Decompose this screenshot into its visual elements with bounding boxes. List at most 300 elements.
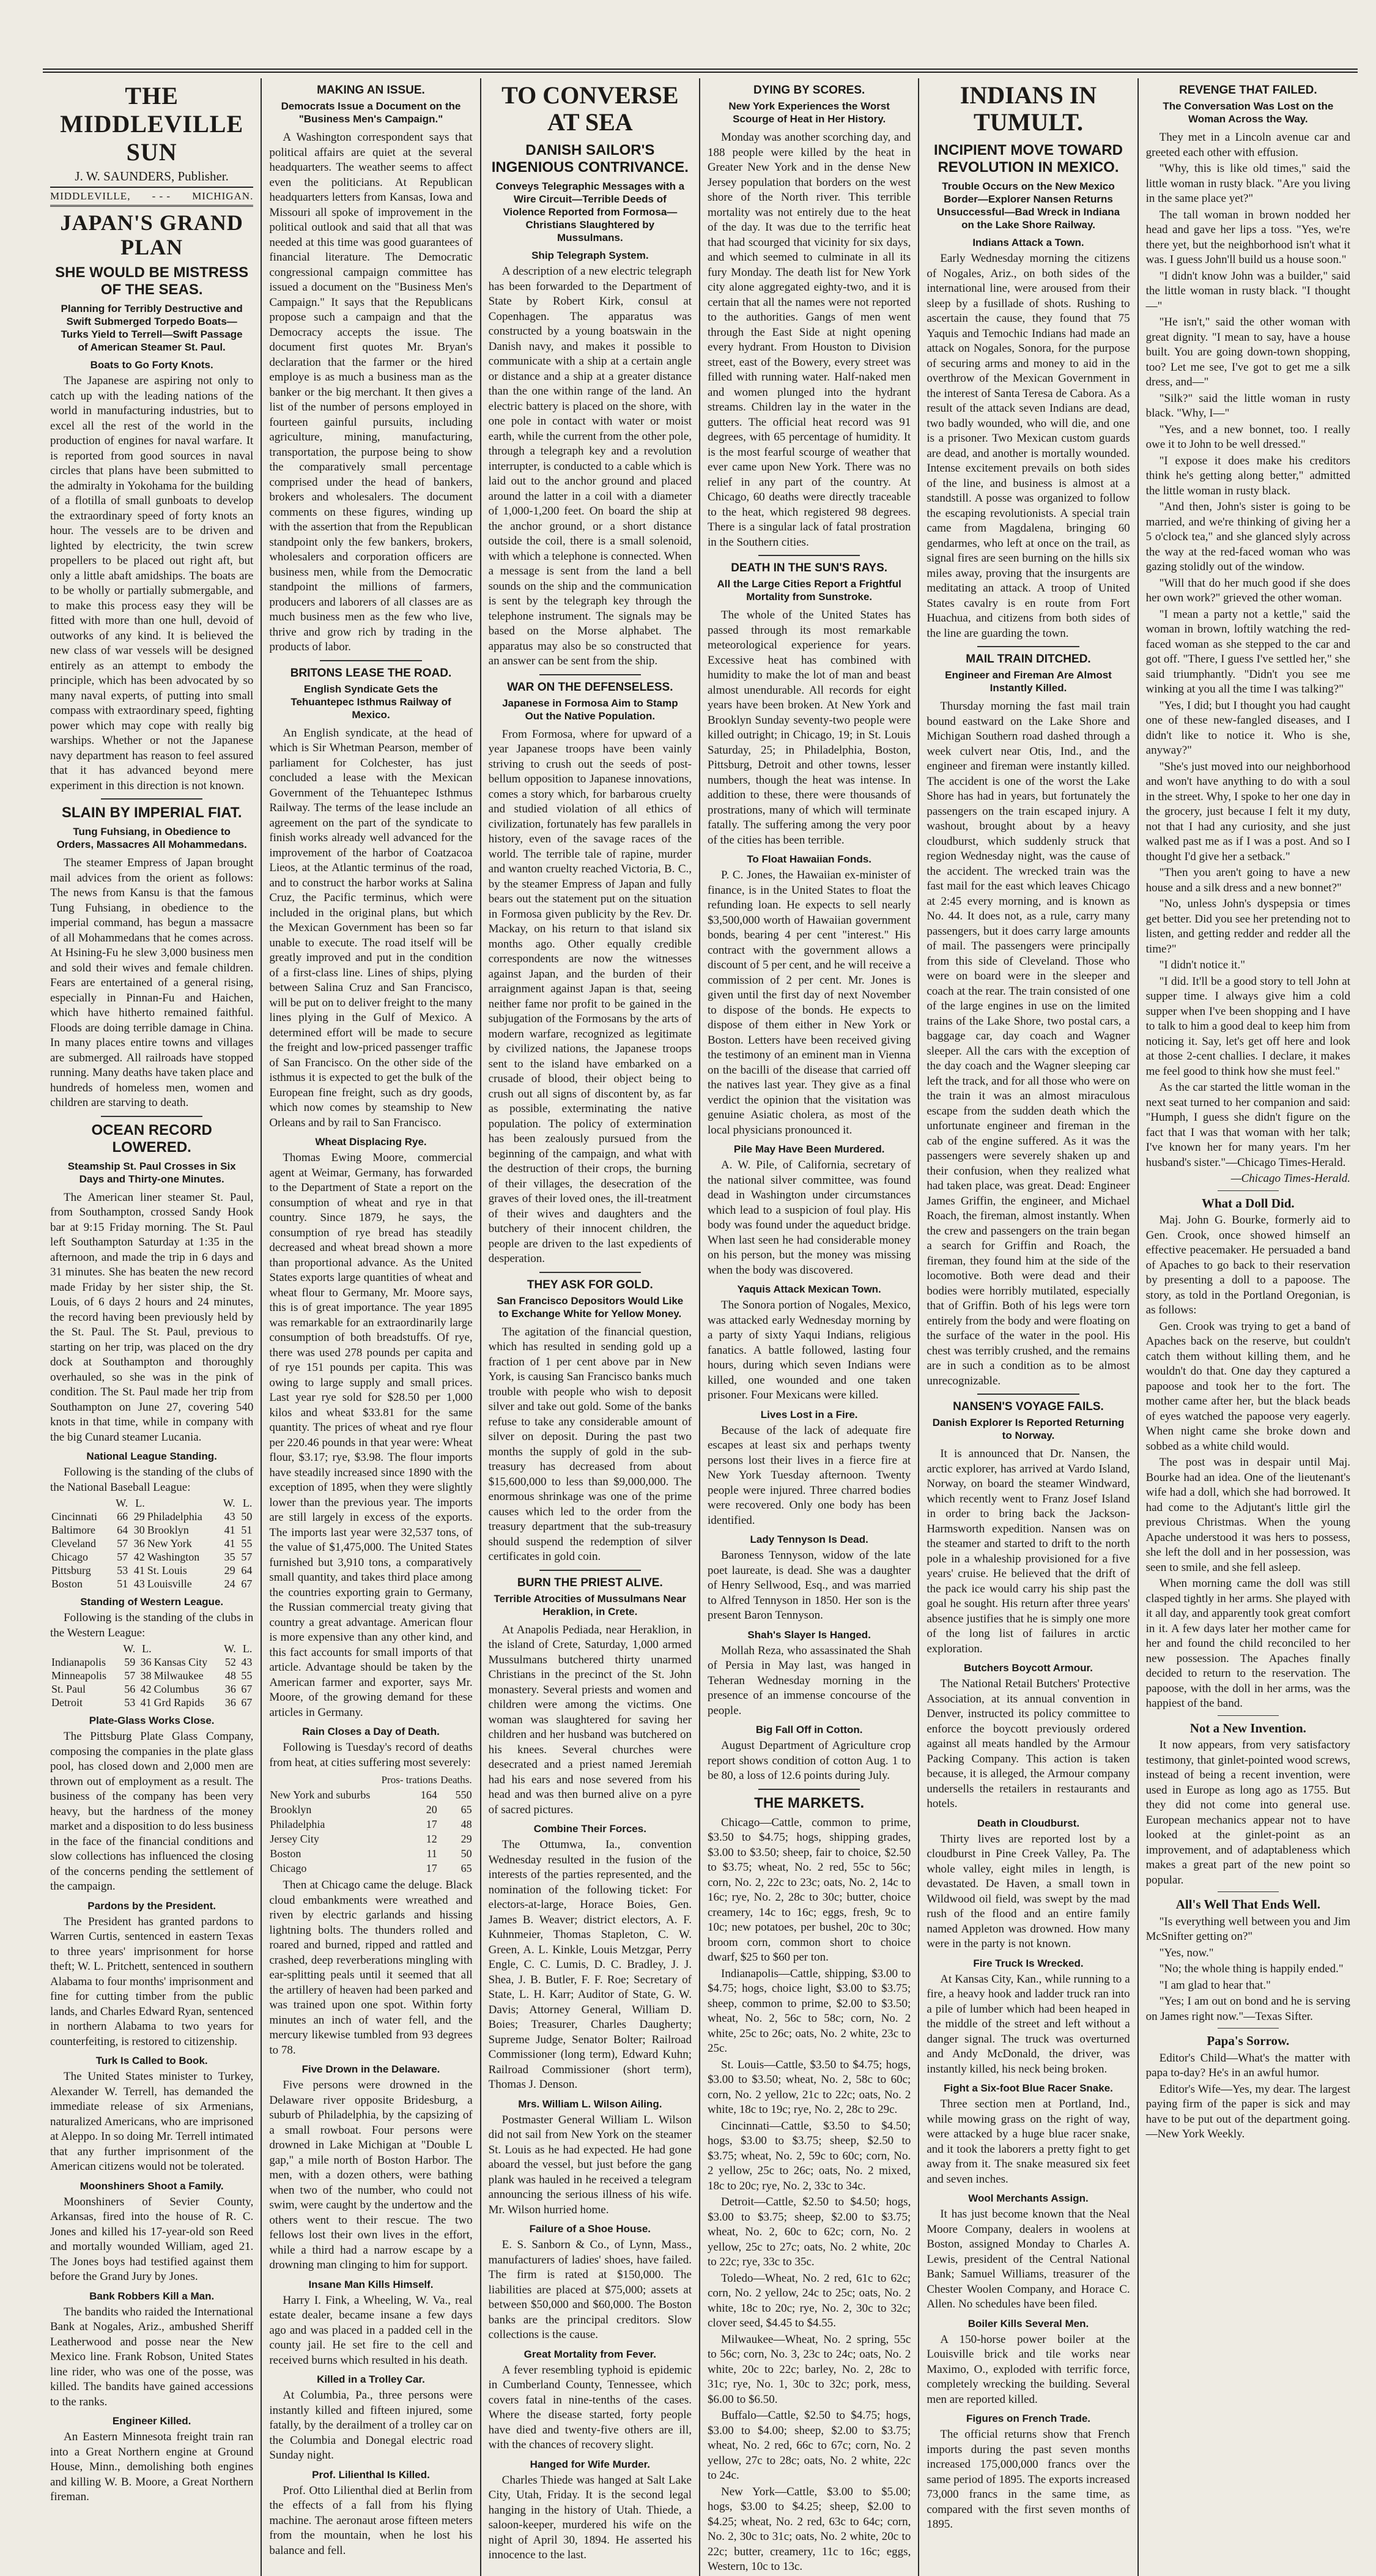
article-headline: MAIL TRAIN DITCHED.	[966, 653, 1091, 666]
table-cell: Cleveland	[51, 1537, 96, 1550]
table-cell: 59	[124, 1656, 136, 1668]
table-cell: 43	[133, 1578, 145, 1590]
table-cell: 67	[241, 1683, 253, 1695]
section-subhead: Prof. Lilienthal Is Killed.	[312, 2468, 430, 2481]
article-body: A fever resembling typhoid is epidemic in Cumberland County, Tennessee, which covers fatal in nine-tenths of the cases. Where the disease started, forty people have died and twenty-five others are ill, with the chances of recovery slight.	[488, 2363, 692, 2451]
article-body: Editor's Child—What's the matter with papa to-day? He's in an awful humor.	[1145, 2051, 1350, 2079]
table-cell	[50, 1496, 111, 1510]
table-cell	[146, 1496, 218, 1510]
section-subhead: Plate-Glass Works Close.	[89, 1715, 215, 1726]
top-rule	[43, 69, 1358, 73]
divider	[1218, 1190, 1279, 1191]
article-body: The agitation of the financial question, which has resulted in sending gold up a fraction of 1 per cent above par in New York, is causing San Francisco banks much trouble with people who wish to deposit silver and take out gold. Some of the banks refuse to take any considerable amount of silver on deposit. During the past two months the supply of gold in the sub-treasury has decreased from about $15,600,000 to less than $9,000,000. The enormous shrinkage was one of the prime causes which led to the order from the treasury department that the sub-treasury should suspend the redemption of silver certificates in gold coin.	[488, 1325, 692, 1563]
table-row	[50, 1537, 253, 1550]
section-subhead: Engineer Killed.	[112, 2415, 191, 2427]
article-headline: THE MARKETS.	[754, 1794, 865, 1811]
table-cell: Minneapolis	[51, 1669, 106, 1682]
article-body: It now appears, from very satisfactory testimony, that ginlet-pointed wood screws, instead of being a recent invention, were used in Europe as long ago as 1755. But they did not come into general use. European mechanics appear not to have looked at the ginlet-point as an improvement, and of adaptableness which makes a great part of the new point so popular.	[1145, 1739, 1350, 1887]
market-report: Cincinnati—Cattle, $3.50 to $4.50; hogs, $3.00 to $3.75; sheep, $2.50 to $3.75; wheat, No. 2, 59c to 60c; corn, No. 2 yellow, 25c to 26c; oats, No. 2 mixed, 18c to 20c; rye, No. 2, 33c to 34c.	[708, 2119, 911, 2192]
table-row	[50, 1669, 253, 1682]
table-cell: Brooklyn	[147, 1524, 189, 1536]
table-cell: 11	[426, 1847, 437, 1860]
article-body: An Eastern Minnesota freight train ran into a Great Northern engine at Ground House, Minn., demolishing both engines and killing W. B. Moore, a Great Northern fireman.	[50, 2430, 254, 2503]
article-deck: Conveys Telegraphic Messages with a Wire Circuit—Terrible Deeds of Violence Reported from Formosa—Christians Slaughtered by Mussulmans.	[495, 180, 685, 243]
divider	[1218, 1891, 1279, 1892]
table-cell: 55	[241, 1669, 253, 1682]
article-body: Thursday morning the fast mail train bound eastward on the Lake Shore and Michigan Southern road dashed through a week culvert near Otis, Ind., and the engineer and fireman were instantly killed. The accident is one of the worst the Lake Shore has had in years, but fortunately the passengers on the train escaped injury. A washout, brought about by a heavy cloudburst, which suddenly struck that region Wednesday night, was the cause of the accident. The wrecked train was the fast mail for the east which leaves Chicago at 2:45 every morning, and is known as No. 44. It does not, as a rule, carry many passengers, but it does carry large amounts of mail. The passengers were principally from this side of Cleveland. Those who were on board were in the sleeper and coach at the rear. The train consisted of one of the large engines in use on the limited trains of the Lake Shore, two postal cars, a baggage car, day coach and Wagner sleeper. All the cars with the exception of the day coach and the Wagner sleeping car left the track, and for all those who were on the train it was an almost miraculous escape from the sudden death which the unfortunate engineer and fireman in the cab of the engine suffered. As it was the passengers were severely shaken up and their confusion, when they realized what had taken place, was great. Dead: Engineer James Griffin, the engineer, and Michael Roach, the fireman, almost instantly. When the crew and passengers on the train began a search for Griffin and Roach, the fireman, they found him at the side of the locomotive. Both were dead and their bodies were horribly mutilated, especially that of Griffin. Both of his legs were torn entirely from the body and were floating on the surface of the water in the pool. His chest was terribly crushed, and the remains are in such a condition as to be almost unrecognizable.	[927, 700, 1130, 1387]
article-body: A Washington correspondent says that political affairs are quiet at the several headquarters. The weather seems to affect even the politicians. At Republican headquarters letters from Kansas, Iowa and Missouri all spoke of improvement in the political outlook and said that all that was needed at this time was good guarantees of financial literature. The Democratic congressional campaign committee has issued a document on the "Business Men's Campaign." It says that the Republicans propose such a campaign and that the Democracy accepts the issue. The document first quotes Mr. Bryan's declaration that the farmer or the hired employe is as much a business man as the banker or the big merchant. It then gives a list of the number of persons employed in fourteen gainful pursuits, including agriculture, mining, manufacturing, transportation, the purpose being to show the comparatively small percentage comprised under the head of bankers, brokers and wholesalers. The document comments on these figures, winding up with the assertion that from the Republican standpoint only the few bankers, brokers, wholesalers and corporation officers are business men, while from the Democratic standpoint the millions of farmers, producers and laborers of all classes are as much business men as the few who live, thrive and grow rich by trading in the products of labor.	[269, 131, 473, 653]
section-subhead: Death in Cloudburst.	[977, 1817, 1080, 1829]
article-body: "And then, John's sister is going to be married, and we're thinking of giving her a 5 o'clock tea," and she glanced slyly across the way at the red-faced woman who was gazing stolidly out of the window.	[1145, 500, 1350, 573]
article-body: When morning came the doll was still clasped tightly in her arms. She played with it all day, and apparently took great comfort in it. A few days later her mother came for her and found the child reconciled to her new possession. The Apaches finally decided to return to the reservation. The papoose, with the doll in her arms, was the happiest of the band.	[1145, 1577, 1350, 1710]
article-body: The steamer Empress of Japan brought mail advices from the orient as follows: The news from Kansu is that the famous Tung Fuhsiang, in obedience to the imperial command, has begun a massacre of all Mohammedans that he comes across. At Hsining-Fu he slew 3,000 business men and sold their wives and female children. Fears are entertained of a general rising, especially in Pinnan-Fu and Haichen, which have hitherto remained faithful. Floods are doing terrible damage in China. In many places entire towns and villages are submerged. All railroads have stopped running. Many deaths have taken place and hundreds of homeless men, women and children are starving to death.	[50, 856, 254, 1109]
article-deck: New York Experiences the Worst Scourge of Heat in Her History.	[728, 100, 890, 125]
article-body: The bandits who raided the International Bank at Nogales, Ariz., ambushed Sheriff Leatherwood and posse near the New Mexico line. Frank Robson, United States line rider, who was one of the posse, was killed. The bandits have gained accessions to the ranks.	[50, 2305, 254, 2408]
section-subhead: Great Mortality from Fever.	[523, 2348, 656, 2360]
table-row	[269, 1787, 472, 1802]
source-credit: —Chicago Times-Herald.	[1230, 1172, 1350, 1185]
table-cell: W.	[224, 1642, 236, 1655]
article-body: "Why, this is like old times," said the little woman in rusty black. "Are you living in the same place yet?"	[1145, 162, 1350, 205]
table-cell: 52	[224, 1656, 236, 1668]
article-deck: Japanese in Formosa Aim to Stamp Out the Native Population.	[502, 697, 678, 722]
article-headline: REVENGE THAT FAILED.	[1179, 84, 1317, 97]
table-cell: Deaths.	[440, 1774, 472, 1786]
article-body: Baroness Tennyson, widow of the late poet laureate, is dead. She was a daughter of Henry Sellwood, Esq., and was married to Alfred Tennyson in 1850. Her son is the present Baron Tennyson.	[708, 1549, 911, 1622]
article-deck: Democrats Issue a Document on the "Business Men's Campaign."	[281, 100, 461, 125]
article-body: The tall woman in brown nodded her head and gave her lips a toss. "Yes, we're there yet, but the neighborhood isn't what it was. I guess John'll build us a house soon."	[1145, 208, 1350, 266]
section-subhead: Wheat Displacing Rye.	[315, 1136, 427, 1148]
article-body: "Yes; I am out on bond and he is serving on James right now."—Texas Sifter.	[1145, 1995, 1350, 2023]
section-subhead: Yaquis Attack Mexican Town.	[737, 1283, 881, 1295]
column-4	[700, 78, 919, 2576]
table-cell: Detroit	[51, 1696, 83, 1709]
table-cell: 57	[117, 1537, 128, 1550]
section-subhead: Moonshiners Shoot a Family.	[80, 2180, 224, 2192]
national-league-table	[50, 1496, 253, 1591]
table-cell: 12	[426, 1833, 437, 1845]
table-cell: New York and suburbs	[270, 1789, 371, 1801]
table-cell: 41	[140, 1696, 152, 1709]
table-cell: Grd Rapids	[154, 1696, 205, 1709]
table-cell: Brooklyn	[270, 1803, 312, 1816]
table-cell: 67	[241, 1696, 253, 1709]
section-subhead: Butchers Boycott Armour.	[964, 1662, 1093, 1674]
article-body: Five persons were drowned in the Delaware river opposite Bridesburg, a suburb of Philadelphia, by the capsizing of a small rowboat. Four persons were drowned in Lake Michigan at "Double L gap," a mile north of Boston Harbor. The men, with a dozen others, were bathing when two of the number, who could not swim, were caught by the undertow and the others went to their rescue. The two fellows lost their own lives in the effort, while a third had a narrow escape by a drowning man clinging to him for support.	[269, 2079, 473, 2271]
article-headline: MAKING AN ISSUE.	[317, 84, 425, 97]
article-deck: Tung Fuhsiang, in Obedience to Orders, Massacres All Mohammedans.	[56, 826, 247, 850]
masthead-state: MICHIGAN.	[192, 190, 254, 202]
article-body: E. S. Sanborn & Co., of Lynn, Mass., manufacturers of ladies' shoes, have failed. The firm is rated at $150,000. The liabilities are placed at $75,000; assets at between $50,000 and $60,000. The Boston banks are the principal creditors. Slow collections is the cause.	[488, 2238, 692, 2341]
article-body: At Anapolis Pediada, near Heraklion, in the island of Crete, Saturday, 1,000 armed Mussulmans butchered thirty unarmed Christians in the precinct of the St. John monastery. Several priests and women and children were among the victims. One woman was slaughtered for saving her children and her husband was butchered on his knees. Several churches were desecrated and a priest named Jeremiah had his ears and nose severed from his head and was then burned alive on a pyre of sacred pictures.	[488, 1623, 692, 1816]
table-cell: 48	[461, 1818, 472, 1830]
table-cell: 53	[117, 1564, 128, 1576]
article-body: "No; the whole thing is happily ended."	[1159, 1962, 1344, 1975]
article-body: "He isn't," said the other woman with great dignity. "I mean to say, have a house built. You are going down-town shopping, too? Let me see, I've got to get me a silk dress, and—"	[1145, 316, 1350, 388]
column-5	[919, 78, 1138, 2576]
table-cell	[153, 1642, 220, 1655]
section-subhead: Lives Lost in a Fire.	[760, 1408, 858, 1420]
article-body: Thomas Ewing Moore, commercial agent at Weimar, Germany, has forwarded to the Department of State a report on the consumption of wheat and rye in that country. Since 1879, he says, the consumption of rye bread has steadily decreased and wheat bread shown a more than proportional advance. As the United States exports large quantities of wheat and wheat flour to Germany, Mr. Moore says, this is of great importance. The year 1895 was remarkable for an extraordinarily large consumption of both breadstuffs. Of rye, there was used 278 pounds per capita and of rye 151 pounds per capita. This was owing to large supply and small prices. Last year rye sold for $28.50 per 1,000 kilos and wheat $33.81 for the same quantity. The prices of wheat and rye flour per 220.46 pounds in that year were: Wheat flour, $3.17; rye, $3.98. The flour imports have steadily increased since 1890 with the exception of 1895, when they were slightly lower than the previous year. The imports are still largely in excess of the exports. The imports last year were 32,537 tons, of the value of $1,475,000. The United States furnished but 3,910 tons, a comparatively small quantity, and takes third place among the countries exporting grain to Germany, the Russian commercial treaty giving that country a great advantage. American flour is more expensive than any other kind, and this fact accounts for small imports of that article. Advantage should be taken by the American farmer and exporter, says Mr. Moore, of the growing demand for these articles in Germany.	[269, 1151, 473, 1719]
divider	[758, 555, 860, 556]
article-deck: Planning for Terribly Destructive and Swift Submerged Torpedo Boats—Turks Yield to Terrell—Swift Passage of American Steamer St. Paul.	[61, 303, 243, 353]
section-subhead: Pile May Have Been Murdered.	[733, 1143, 885, 1155]
table-row	[269, 1802, 472, 1817]
section-subhead: Ship Telegraph System.	[531, 250, 649, 261]
article-deck: San Francisco Depositors Would Like to Exchange White for Yellow Money.	[497, 1294, 684, 1320]
table-cell: 42	[140, 1683, 152, 1695]
table-cell: 35	[224, 1551, 235, 1563]
table-cell: Columbus	[154, 1683, 199, 1695]
table-cell: 24	[224, 1578, 235, 1590]
masthead-dateline	[50, 187, 253, 207]
divider	[977, 1394, 1079, 1395]
table-cell: 38	[140, 1669, 152, 1682]
table-cell: New York	[147, 1537, 192, 1550]
article-body: A. W. Pile, of California, secretary of the national silver committee, was found dead in Washington under circumstances which lead to a suspicion of foul play. His body was found under the aqueduct bridge. When last seen he had considerable money on his person, but the money was missing when the body was discovered.	[708, 1159, 911, 1277]
article-body: Maj. John G. Bourke, formerly aid to Gen. Crook, once showed himself an effective peacemaker. He persuaded a band of Apaches to go back to their reservation by presenting a doll to a papoose. The story, as told in the Portland Oregonian, is as follows:	[1145, 1214, 1350, 1316]
article-body: From Formosa, where for upward of a year Japanese troops have been vainly striving to crush out the seeds of post-bellum opposition to Japanese innovations, comes a story which, for barbarous cruelty and studied violation of all ethics of civilization, fortunately has few parallels in history, even of the savage races of the world. The terrible tale of rapine, murder and wanton cruelty reached Victoria, B. C., by the steamer Empress of Japan and fully bears out the statement put on the situation in Formosa given publicity by the Rev. Dr. Mackay, on his return to that island six months ago. Other equally credible correspondents are now the witnesses against Japan, and the burden of their arraignment against Japan is that, seeing neither fame nor profit to be gained in the subjugation of the Formosans by the arts of modern warfare, recognized as legitimate by civilized nations, the Japanese troops sent to the island have embarked on a crusade of blood, their object being to crush out all signs of discontent by, as far as possible, exterminating the native population. The policy of extermination has been zealously pursued from the beginning of the campaign, and what with the destruction of their crops, the burning of their villages, the desecration of the graves of their loved ones, the ill-treatment of their wives and daughters and the butchery of their innocent children, the people are driven to the last expedients of desperation.	[488, 727, 692, 1265]
table-cell: 43	[241, 1656, 253, 1668]
section-subhead: To Float Hawaiian Fonds.	[747, 853, 872, 865]
article-headline: INDIANS IN TUMULT.	[960, 81, 1097, 136]
section-subhead: Lady Tennyson Is Dead.	[750, 1534, 868, 1545]
article-headline: Papa's Sorrow.	[1207, 2033, 1290, 2048]
divider	[101, 1116, 202, 1117]
western-league-table	[50, 1642, 253, 1709]
article-body: Because of the lack of adequate fire escapes at least six and perhaps twenty persons lost their lives in a fierce fire at New York Tuesday afternoon. Twenty people were injured. Three charred bodies were recovered. Only one body has been identified.	[708, 1423, 911, 1527]
divider	[539, 1570, 641, 1571]
section-subhead: Pardons by the President.	[87, 1899, 216, 1912]
article-subhead: INCIPIENT MOVE TOWARD REVOLUTION IN MEXICO.	[934, 142, 1123, 176]
market-report: Toledo—Wheat, No. 2 red, 61c to 62c; corn, No. 2 yellow, 24c to 25c; oats, No. 2 white, 18c to 20c; rye, No. 2, 30c to 32c; clover seed, $4.45 to $4.55.	[708, 2271, 911, 2329]
masthead-dashes: - - -	[152, 190, 171, 202]
article-deck: Trouble Occurs on the New Mexico Border—Explorer Nansen Returns Unsuccessful—Bad Wreck in Indiana on the Lake Shore Railway.	[936, 180, 1120, 231]
article-body: The Ottumwa, Ia., convention Wednesday resulted in the fusion of the interests of the parties represented, and the nomination of the following ticket: For electors-at-large, Horace Boies, Gen. James B. Weaver; district electors, A. F. Kuhnmeier, Thomas Stapleton, C. W. Green, A. L. Kinkle, Louis Metzgar, Perry Engle, C. C. Lumis, D. C. Bradley, J. J. Shea, J. B. Butler, F. F. Roe; Secretary of State, L. H. Karr; Auditor of State, G. W. Davis; Attorney General, William D. Boies; Treasurer, Charles Daugherty; Supreme Judge, Senator Bolter; Railroad Commissioner (long term), Edward Kuhn; Railroad Commissioner (short term), Thomas J. Denson.	[488, 1838, 692, 2091]
column-1	[43, 78, 262, 2576]
section-subhead: Mrs. William L. Wilson Ailing.	[518, 2098, 662, 2110]
section-subhead: Figures on French Trade.	[966, 2413, 1091, 2424]
table-cell: Cincinnati	[51, 1510, 97, 1523]
table-row	[50, 1523, 253, 1537]
divider	[539, 1272, 641, 1273]
article-deck: English Syndicate Gets the Tehuantepec Isthmus Railway of Mexico.	[290, 683, 451, 721]
article-body: "Silk?" said the little woman in rusty black. "Why, I—"	[1145, 392, 1350, 420]
table-cell: 17	[426, 1818, 437, 1830]
market-report: Buffalo—Cattle, $2.50 to $4.75; hogs, $3.00 to $4.00; sheep, $2.00 to $3.75; wheat, No. 2 red, 66c to 67c; corn, No. 2 yellow, 27c to 28c; oats, No. 2 white, 22c to 24c.	[708, 2409, 911, 2482]
table-cell: Philadelphia	[147, 1510, 202, 1523]
table-cell: 51	[241, 1524, 253, 1536]
article-body: The Sonora portion of Nogales, Mexico, was attacked early Wednesday morning by a party of sixty Yaqui Indians, religious fanatics. A battle followed, lasting four hours, during which seven Indians were killed, one wounded and one taken prisoner. Four Mexicans were killed.	[708, 1299, 911, 1401]
table-cell: L.	[135, 1497, 145, 1509]
table-row	[269, 1817, 472, 1832]
article-body: "She's just moved into our neighborhood and won't have anything to do with a soul in the street. Why, I spoke to her one day in the grocery, just because I felt it my duty, not that I had any curiosity, and she just walked past me as if I was a post. And so I thought I'd give her a setback."	[1145, 760, 1350, 863]
table-cell: 55	[241, 1537, 253, 1550]
table-row	[50, 1696, 253, 1709]
article-body: Then at Chicago came the deluge. Black cloud embankments were wreathed and riven by electric garlands and hissing lightning bolts. The thunders rolled and roared and burned, ripped and rattled and crashed, deep reverberations mingling with ear-splitting peals until it seemed that all the artillery of heaven had been parked and was trained upon one spot. Within forty minutes an inch of water fell, and the mercury likewise tumbled from 93 degrees to 78.	[269, 1879, 473, 2057]
article-headline: THEY ASK FOR GOLD.	[527, 1278, 653, 1291]
table-cell: 64	[117, 1524, 128, 1536]
article-body: Prof. Otto Lilienthal died at Berlin from the effects of a fall from his flying machine. The aeronaut arose fifteen meters from the mountain, when he lost his balance and fell.	[269, 2484, 473, 2557]
table-cell	[269, 1773, 377, 1787]
column-3	[481, 78, 700, 2576]
table-cell: 57	[124, 1669, 136, 1682]
article-body: "Yes, now."	[1159, 1946, 1214, 1959]
article-body: "I expose it does make his creditors think he's getting along better," admitted the little woman in rusty black.	[1145, 454, 1350, 497]
article-body: Editor's Wife—Yes, my dear. The largest paying firm of the paper is sick and may have to be put out of the department going.—New York Weekly.	[1145, 2082, 1350, 2140]
article-headline: NANSEN'S VOYAGE FAILS.	[953, 1400, 1104, 1413]
section-subhead: Hanged for Wife Murder.	[530, 2458, 650, 2470]
table-cell: St. Paul	[51, 1683, 86, 1695]
section-subhead: National League Standing.	[86, 1450, 217, 1462]
table-cell: 66	[117, 1510, 128, 1523]
masthead-town: MIDDLEVILLE,	[50, 190, 131, 202]
table-row	[269, 1846, 472, 1861]
section-subhead: Wool Merchants Assign.	[968, 2192, 1089, 2204]
table-cell: 65	[461, 1862, 472, 1874]
table-cell: Chicago	[270, 1862, 307, 1874]
table-cell: 41	[224, 1524, 235, 1536]
table-header-row	[269, 1773, 472, 1787]
table-cell	[50, 1642, 119, 1655]
table-cell: 48	[224, 1669, 236, 1682]
table-cell: 64	[241, 1564, 253, 1576]
section-subhead: Rain Closes a Day of Death.	[302, 1726, 440, 1737]
market-report: New York—Cattle, $3.00 to $5.00; hogs, $3.00 to $4.25; sheep, $2.00 to $4.25; wheat, No. 2 red, 63c to 64c; corn, No. 2, 30c to 31c; oats, No. 2 white, 20c to 22c; butter, creamery, 11c to 16c; eggs, Western, 10c to 13c.	[708, 2485, 911, 2573]
article-deck: Steamship St. Paul Crosses in Six Days and Thirty-one Minutes.	[67, 1160, 236, 1185]
table-cell: 29	[224, 1564, 235, 1576]
table-cell: 41	[133, 1564, 145, 1576]
article-body: Moonshiners of Sevier County, Arkansas, fired into the house of R. C. Jones and killed his 17-year-old son Reed and mortally wounded William, aged 21. The Jones boys had testified against them before the Grand Jury by Jones.	[50, 2195, 254, 2283]
table-cell: 56	[124, 1683, 136, 1695]
divider	[101, 798, 202, 800]
table-header-row	[50, 1496, 253, 1510]
article-deck: Terrible Atrocities of Mussulmans Near Heraklion, in Crete.	[494, 1592, 687, 1617]
article-headline: WAR ON THE DEFENSELESS.	[507, 680, 673, 694]
table-cell: Boston	[51, 1578, 83, 1590]
table-cell: 29	[133, 1510, 145, 1523]
market-report: St. Louis—Cattle, $3.50 to $4.75; hogs, $3.00 to $3.50; wheat, No. 2, 58c to 60c; corn, No. 2 yellow, 21c to 22c; oats, No. 2 white, 18c to 19c; rye, No. 2, 28c to 29c.	[708, 2058, 911, 2116]
article-body: A description of a new electric telegraph has been forwarded to the Department of State by Robert Kirk, consul at Copenhagen. The apparatus was constructed by a young boatswain in the Danish navy, and makes it possible to communicate with a ship at a certain angle or distance and a ship at a greater distance than the one within range of the land. An electric battery is placed on the shore, with one pole in contact with water or moist earth, while the current from the other pole, through a telegraph key and a revolution interrupter, is conducted to a cable which is laid out to the anchor ground and placed around the latter in a coil with a diameter of 1,000-1,200 feet. On board the ship at the anchor ground, or a short distance outside the coil, there is a small solenoid, with which a telephone is connected. When a message is sent from the land a bell sounds on the ship and the communication is sent by the telegraph key through the telephone instrument. The signals may be based on the Morse alphabet. The apparatus may also be so constructed that an answer can be sent from the ship.	[488, 265, 692, 667]
table-cell: Louisville	[147, 1578, 192, 1590]
article-body: "Yes, and a new bonnet, too. I really owe it to John to be well dressed."	[1145, 423, 1350, 451]
section-subhead: Bank Robbers Kill a Man.	[89, 2290, 215, 2302]
table-cell: Philadelphia	[270, 1818, 325, 1830]
table-cell: Pros- trations	[381, 1774, 437, 1786]
market-report: Detroit—Cattle, $2.50 to $4.50; hogs, $3.00 to $3.75; sheep, $2.00 to $3.75; wheat, No. 2, 60c to 62c; corn, No. 2 yellow, 25c to 27c; oats, No. 2 white, 20c to 22c; rye, 33c to 35c.	[708, 2196, 911, 2268]
article-body: They met in a Lincoln avenue car and greeted each other with effusion.	[1145, 131, 1350, 159]
table-cell: 53	[124, 1696, 136, 1709]
columns	[43, 78, 1358, 2573]
table-cell: Milwaukee	[154, 1669, 204, 1682]
article-headline: SLAIN BY IMPERIAL FIAT.	[61, 804, 242, 821]
article-body: The American liner steamer St. Paul, from Southampton, crossed Sandy Hook bar at 9:15 Friday morning. The St. Paul left Southampton Saturday at 1:35 in the afternoon, and made the trip in 6 days and 31 minutes. She has beaten the new record made Friday by her sister ship, the St. Louis, of 6 days 2 hours and 24 minutes, the record having been previously held by the St. Paul. The St. Paul, previous to starting on her trip, was placed on the dry dock at Southampton and thoroughly overhauled, so she was in the pink of condition. The St. Paul made her trip from Southampton on June 27, covering 540 knots in that time, while in company with the big Cunard steamer Lucania.	[50, 1190, 254, 1444]
table-cell: 65	[461, 1803, 472, 1816]
table-cell: 29	[461, 1833, 472, 1845]
article-body: August Department of Agriculture crop report shows condition of cotton Aug. 1 to be 80, a loss of 12.6 points during July.	[708, 1739, 911, 1782]
article-body: An English syndicate, at the head of which is Sir Whetman Pearson, member of parliament for Colchester, has just concluded a lease with the Mexican Government of the Tehuantepec Isthmus Railway. The terms of the lease include an agreement on the part of the syndicate to finish works already well advanced for the improvement of the harbor of Coatzacoa Lieos, at the Atlantic terminus of the road, and to construct the harbor works at Salina Cruz, the Pacific terminus, which were included in the original plans, but which the Mexican Government has been so far unable to execute. The road itself will be greatly improved and put in the condition of a first-class line. Lines of ships, plying between Salina Cruz and San Francisco, will be put on to deliver freight to the many lines plying in the Gulf of Mexico. A determined effort will be made to secure the freight and low-priced passenger traffic of San Francisco. On the other side of the isthmus it is expected to get the bulk of the European fine freight, such as dry goods, which now comes by steamship to New Orleans and by rail to San Francisco.	[269, 726, 473, 1129]
article-body: Postmaster General William L. Wilson did not sail from New York on the steamer St. Louis as he had expected. He had gone aboard the vessel, but just before the gang plank was hauled in he received a telegram announcing the serious illness of his wife. Mr. Wilson hurried home.	[488, 2113, 692, 2216]
table-cell: 42	[133, 1551, 145, 1563]
table-cell: 50	[241, 1510, 253, 1523]
table-row	[269, 1832, 472, 1846]
table-row	[50, 1550, 253, 1564]
article-body: "I didn't know John was a builder," said the little woman in rusty black. "I thought—"	[1145, 269, 1350, 313]
table-cell: L.	[242, 1642, 253, 1655]
article-body: Early Wednesday morning the citizens of Nogales, Ariz., on both sides of the international line, were aroused from their sleep by a fusillade of shots. Rushing to ascertain the cause, they found that 75 Yaquis and Temochic Indians had made an attack on Nogales, Sonora, for the purpose of securing arms and money to aid in the overthrow of the Mexican Government in the interest of Santa Teresa de Cabora. As a result of the attack seven Indians are dead, two badly wounded, who will die, and one is a prisoner. Two Mexican custom guards are dead, and another is mortally wounded. Intense excitement prevails on both sides of the line, and business is almost at a standstill. A posse was organized to follow the escaping revolutionists. A special train came from Magdalena, bringing 60 gendarmes, who left at once on the trail, as signal fires are seen burning on the hills six miles away, proving that the insurgents are meditating an attack. A troop of United States cavalry is en route from Fort Huachua, and citizens from both sides of the line are guarding the town.	[927, 252, 1130, 640]
table-cell: 20	[426, 1803, 437, 1816]
table-cell: 36	[224, 1683, 236, 1695]
table-row	[269, 1861, 472, 1876]
divider	[758, 1789, 860, 1790]
table-cell: Indianapolis	[51, 1656, 106, 1668]
article-body: At Columbia, Pa., three persons were instantly killed and fifteen injured, some fatally, by the derailment of a trolley car on the Columbia and Donegal electric road Sunday night.	[269, 2389, 473, 2462]
table-row	[50, 1682, 253, 1696]
article-body: Following is the standing of the clubs of the National Baseball League:	[50, 1466, 254, 1494]
article-body: The whole of the United States has passed through its most remarkable meteorological experience for years. Excessive heat has combined with humidity to make the lot of man and beast almost unendurable. All records for eight years have been broken. At New York and Brooklyn Sunday seventy-two people were killed outright; in Chicago, 19; in St. Louis Saturday, 25; in Philadelphia, Boston, Pittsburg, Detroit and other towns, lesser numbers, though the heat was intense. In addition to these, there were thousands of prostrations, many of which will terminate fatally. The suffering among the very poor of the cities has been terrible.	[708, 609, 911, 847]
article-body: P. C. Jones, the Hawaiian ex-minister of finance, is in the United States to float the refunding loan. He expects to sell nearly $3,500,000 worth of Hawaiian government bonds, bearing 4 per cent "interest." His contract with the government allows a discount of 5 per cent, and he will receive a commission of 2 per cent. Mr. Jones is given until the first day of next November to dispose of the bonds. He expects to dispose of them either in New York or Boston. Letters have been received giving the testimony of an eminent man in Vienna on the bacilli of the disease that carried off the natives last year. They give as a final verdict the opinion that the visitation was genuine Asiatic cholera, as most of the local physicians pronounced it.	[708, 869, 911, 1137]
article-subhead: DANISH SAILOR'S INGENIOUS CONTRIVANCE.	[491, 142, 689, 176]
table-cell: Pittsburg	[51, 1564, 91, 1576]
table-cell: 57	[241, 1551, 253, 1563]
article-deck: The Conversation Was Lost on the Woman Across the Way.	[1163, 100, 1334, 125]
masthead-publisher: J. W. SAUNDERS, Publisher.	[75, 169, 229, 184]
section-subhead: Standing of Western League.	[80, 1596, 224, 1608]
article-deck: All the Large Cities Report a Frightful Mortality from Sunstroke.	[717, 578, 901, 603]
table-cell: Chicago	[51, 1551, 88, 1563]
market-report: Chicago—Cattle, common to prime, $3.50 to $4.75; hogs, shipping grades, $3.00 to $3.50; sheep, fair to choice, $2.50 to $3.75; wheat, No. 2 red, 55c to 56c; corn, No. 2, 22c to 23c; oats, No. 2, 14c to 16c; rye, No. 2, 28c to 30c; butter, choice creamery, 14c to 16c; eggs, fresh, 9c to 10c; new potatoes, per bushel, 20c to 30c; broom corn, common short to choice dwarf, $25 to $60 per ton.	[708, 1816, 911, 1964]
article-body: It is announced that Dr. Nansen, the arctic explorer, has arrived at Vardo Island, Norway, on board the steamer Windward, which recently went to Franz Josef Island in order to bring back the Jackson-Harmsworth expedition. Nansen was on the steamer and started to drift to the north pole in a whaleship provisioned for a five years' cruise. He believed that the drift of the pack ice would carry his ship past the goal he sought. His return after three years' absence justifies that he is simply one more of the long list of failures in arctic exploration.	[927, 1447, 1130, 1655]
article-body: "Is everything well between you and Jim McSnifter getting on?"	[1145, 1915, 1350, 1943]
article-body: "I mean a party not a kettle," said the woman in brown, loftily watching the red-faced woman as she stepped to the car and got off. "There, I guess I've settled her," she said triumphantly. "Didn't you see me winking at you all the time I was talking?"	[1145, 607, 1350, 696]
table-cell: 51	[117, 1578, 128, 1590]
article-headline: BURN THE PRIEST ALIVE.	[517, 1576, 663, 1589]
table-cell: 164	[420, 1789, 437, 1801]
section-subhead: Indians Attack a Town.	[972, 237, 1084, 248]
article-headline: BRITONS LEASE THE ROAD.	[290, 666, 452, 680]
table-cell: 36	[133, 1537, 145, 1550]
market-report: Milwaukee—Wheat, No. 2 spring, 55c to 56c; corn, No. 3, 23c to 24c; oats, No. 2 white, 20c to 22c; barley, No. 2, 28c to 31c; rye, No. 1, 30c to 32c; pork, mess, $6.00 to $6.50.	[708, 2333, 911, 2406]
article-body: "Then you aren't going to have a new house and a silk dress and a new bonnet?"	[1145, 866, 1350, 894]
article-headline: JAPAN'S GRAND PLAN	[60, 210, 243, 259]
article-headline: OCEAN RECORD LOWERED.	[91, 1121, 212, 1156]
article-body: Three section men at Portland, Ind., while mowing grass on the right of way, were attacked by a huge blue racer snake, and it took the laborers a pretty fight to get away from it. The snake measured six feet and seven inches.	[927, 2098, 1130, 2186]
section-subhead: Fire Truck Is Wrecked.	[973, 1957, 1084, 1969]
table-cell: W.	[123, 1642, 136, 1655]
article-headline: DEATH IN THE SUN'S RAYS.	[731, 562, 888, 574]
divider	[1218, 1715, 1279, 1716]
article-body: Gen. Crook was trying to get a band of Apaches back on the reserve, but couldn't catch them without killing them, and he wouldn't do that. One day they captured a papoose and took her to the fort. The mother came after her, but the black beads of eyes watched the papoose very eagerly. When night came she broke down and sobbed as a white child would.	[1145, 1320, 1350, 1453]
article-body: The official returns show that French imports during the past seven months increased 175,000,000 francs over the same period of 1895. The exports increased 73,000 francs in the same time, as compared with the first seven months of 1895.	[927, 2428, 1130, 2531]
table-row	[50, 1510, 253, 1523]
table-cell: W.	[223, 1497, 235, 1509]
section-subhead: Failure of a Shoe House.	[529, 2223, 651, 2235]
article-body: "I did. It'll be a good story to tell John at supper time. I always give him a cold supper when I've been shopping and I have to talk to him a good deal to keep him from noticing it. Say, let's get off here and look at those 2-cent challies. I declare, it makes me feel good to think how she must feel."	[1145, 974, 1350, 1078]
table-row	[50, 1564, 253, 1577]
table-cell: 41	[224, 1537, 235, 1550]
table-row	[50, 1577, 253, 1591]
article-body: The Japanese are aspiring not only to catch up with the leading nations of the world in manufacturing industries, but to excel all the rest of the world in the production of engines for naval warfare. It is reported from good sources in naval circles that plans have been submitted to the admiralty in Yokohama for the building of a flotilla of small gunboats to develop the extraordinary speed of forty knots an hour. The vessels are to be driven and lighted by electricity, the twin screw propellers to be placed out right aft, but only a little abaft amidships. The boats are to be wholly or partially submergable, and to make this process easy they will be fitted with more than one hull, devoid of outworks of any kind. It is believed the new class of war vessels will be designed entirely as an attempt to embody the principle, which has been advocated by so many naval experts, of putting into small compass with extraordinary speed, fighting power which may cope with really big warships. Whether or not the Japanese navy department has reason to feel assured that it has advanced beyond mere experiment in this direction is not known.	[50, 374, 254, 792]
article-deck: Danish Explorer Is Reported Returning to Norway.	[932, 1417, 1125, 1441]
section-subhead: Big Fall Off in Cotton.	[755, 1724, 863, 1735]
article-body: "Yes, I did; but I thought you had caught one of these new-fangled diseases, and I didn't like to notice it. Who is she, anyway?"	[1145, 699, 1350, 757]
market-report: Indianapolis—Cattle, shipping, $3.00 to $4.75; hogs, choice light, $3.00 to $3.75; sheep, common to prime, $2.00 to $3.50; wheat, No. 2, 56c to 58c; corn, No. 2 white, 25c to 26c; oats, No. 2 white, 23c to 25c.	[708, 1967, 911, 2055]
table-cell: 550	[455, 1789, 472, 1801]
article-body: "I didn't notice it."	[1159, 959, 1245, 971]
article-body: Monday was another scorching day, and 188 people were killed by the heat in Greater New York and in the dense New Jersey population that borders on the west shore of the North river. This terrible mortality was not entirely due to the heat of the day. It was due to the terrific heat that had scourged that vicinity for six days, and which seemed to culminate in all its fury Monday. The death list for New York city alone aggregated eighty-two, and it is certain that all the names were not reported to the authorities. Gangs of men went through the East Side at night opening every hydrant. From Houston to Division street, east of the Bowery, every street was filled with running water. Half-naked men and women plunged into the hydrant streams. Children lay in the water in the gutters. The official heat record was 91 degrees, with 65 percentage of humidity. It is the most fearful scourge of weather that ever came upon New York. There was no relief in any part of the country. At Chicago, 60 deaths were directly traceable to the heat, which registered 98 degrees. There is a singular lack of fatal prostration in the Southern cities.	[708, 131, 911, 549]
table-cell: St. Louis	[147, 1564, 187, 1576]
section-subhead: Fight a Six-foot Blue Racer Snake.	[944, 2082, 1113, 2094]
table-cell: 36	[140, 1656, 152, 1668]
article-body: Following is the standing of the clubs in the Western League:	[50, 1611, 254, 1639]
table-cell: Washington	[147, 1551, 200, 1563]
table-cell: 17	[426, 1862, 437, 1874]
article-body: The post was in despair until Maj. Bourke had an idea. One of the lieutenant's wife had a doll, which she had borrowed. It had come to the Adjutant's little girl the previous Christmas. When the young Apache understood it was hers to possess, she left the doll and in her possession, was seen to smile, and she fell asleep.	[1145, 1456, 1350, 1574]
article-body: At Kansas City, Kan., while running to a fire, a heavy hook and ladder truck ran into a pile of lumber which had been heaped in the middle of the street and left without a danger signal. The truck was overturned and Andy McDonald, the driver, was instantly killed, his neck being broken.	[927, 1972, 1130, 2076]
article-body: The President has granted pardons to Warren Curtis, sentenced in eastern Texas to three years' imprisonment for horse theft; W. L. Pritchett, sentenced in southern Alabama to four months' imprisonment and fine for cutting timber from the public lands, and Charles Edward Ryan, sentenced in northern Alabama to two years for counterfeiting, is restored to citizenship.	[50, 1915, 254, 2048]
article-body: The United States minister to Turkey, Alexander W. Terrell, has demanded the immediate release of six Armenians, naturalized Americans, who are imprisoned at Aleppo. In so doing Mr. Terrell intimated that any further imprisonment of the American citizens would not be tolerated.	[50, 2070, 254, 2173]
table-cell: 36	[224, 1696, 236, 1709]
divider	[1218, 2028, 1279, 2029]
table-cell: W.	[116, 1497, 128, 1509]
table-cell: 50	[461, 1847, 472, 1860]
article-body: The National Retail Butchers' Protective Association, at its annual convention in Denver, instructed its policy committee to enforce the boycott previously ordered against all meats handled by the Armour Packing Company. This action is taken because, it is alleged, the Armour company undersells the retailers in restaurants and hotels.	[927, 1677, 1130, 1810]
article-headline: All's Well That Ends Well.	[1175, 1897, 1320, 1912]
table-row	[50, 1655, 253, 1669]
section-subhead: Five Drown in the Delaware.	[301, 2063, 440, 2075]
article-headline: What a Doll Did.	[1201, 1195, 1295, 1211]
article-headline: TO CONVERSE AT SEA	[501, 81, 679, 136]
table-cell: 43	[224, 1510, 235, 1523]
table-header-row	[50, 1642, 253, 1655]
section-subhead: Killed in a Trolley Car.	[317, 2374, 425, 2385]
table-cell: Boston	[270, 1847, 301, 1860]
divider	[977, 646, 1079, 647]
article-body: "Will that do her much good if she does her own work?" grieved the other woman.	[1145, 576, 1350, 604]
section-subhead: Boats to Go Forty Knots.	[90, 359, 213, 371]
article-subhead: SHE WOULD BE MISTRESS OF THE SEAS.	[55, 264, 249, 298]
section-subhead: Combine Their Forces.	[533, 1823, 646, 1835]
column-6	[1139, 78, 1358, 2576]
table-cell: Jersey City	[270, 1833, 319, 1845]
section-subhead: Insane Man Kills Himself.	[308, 2278, 434, 2290]
article-body: It has just become known that the Neal Moore Company, dealers in woolens at Boston, assigned Monday to Charles A. Lewis, president of the Central National Bank; Samuel Williams, treasurer of the Chester Woolen Company, and Horace C. Allen. No schedules have been filed.	[927, 2208, 1130, 2311]
article-headline: DYING BY SCORES.	[753, 84, 865, 97]
article-body: Charles Thiede was hanged at Salt Lake City, Utah, Friday. It is the second legal hanging in the history of Utah. Thiede, a saloon-keeper, murdered his wife on the night of April 30, 1894. He asserted his innocence to the last.	[488, 2473, 692, 2561]
article-body: Mollah Reza, who assassinated the Shah of Persia in May last, was hanged in Teheran Wednesday morning in the presence of an immense concourse of the people.	[708, 1644, 911, 1717]
table-cell: L.	[142, 1642, 152, 1655]
article-body: As the car started the little woman in the next seat turned to her companion and said: "Humph, I guess she didn't figure on the fact that I was that woman with her talk; I've known her for many years. I'm her husband's sister."—Chicago Times-Herald.	[1145, 1081, 1350, 1169]
article-deck: Engineer and Fireman Are Almost Instantly Killed.	[945, 669, 1112, 694]
table-cell: Kansas City	[154, 1656, 208, 1668]
table-cell: 30	[133, 1524, 145, 1536]
article-body: Thirty lives are reported lost by a cloudburst in Pine Creek Valley, Pa. The whole valley, eight miles in length, is devastated. De Haven, a small town in Wildwood oil field, was swept by the mad rush of the flood and an entire family named Appleton was drowned. How many were in the party is not known.	[927, 1832, 1130, 1950]
table-cell: 57	[117, 1551, 128, 1563]
section-subhead: Boiler Kills Several Men.	[967, 2317, 1089, 2329]
section-subhead: Turk Is Called to Book.	[95, 2055, 208, 2066]
article-body: Harry I. Fink, a Wheeling, W. Va., real estate dealer, became insane a few days ago and was placed in a padded cell in the county jail. He set fire to the cell and received burns which resulted in his death.	[269, 2293, 473, 2367]
article-headline: Not a New Invention.	[1189, 1720, 1306, 1735]
article-body: "No, unless John's dyspepsia or times get better. Did you see her pretending not to listen, and getting redder and redder all the time?"	[1145, 897, 1350, 956]
article-body: Following is Tuesday's record of deaths from heat, at cities suffering most severely:	[269, 1741, 473, 1769]
article-body: The Pittsburg Plate Glass Company, composing the companies in the plate glass pool, has closed down and 2,000 men are thrown out of employment as a result. The business of the company has been very heavy, but the hardness of the money market and a disposition to do less business in the face of the financial conditions and slow collections has influenced the closing of the concerns pending the settlement of the campaign.	[50, 1730, 254, 1893]
article-body: A 150-horse power boiler at the Louisville brick and tile works near Maximo, O., exploded with terrific force, completely wrecking the building. Several men are reported killed.	[927, 2333, 1130, 2406]
divider	[539, 674, 641, 675]
article-body: "I am glad to hear that."	[1159, 1978, 1271, 1992]
masthead-title: THE MIDDLEVILLE SUN	[60, 82, 244, 166]
column-2	[262, 78, 481, 2576]
section-subhead: Shah's Slayer Is Hanged.	[747, 1628, 871, 1641]
